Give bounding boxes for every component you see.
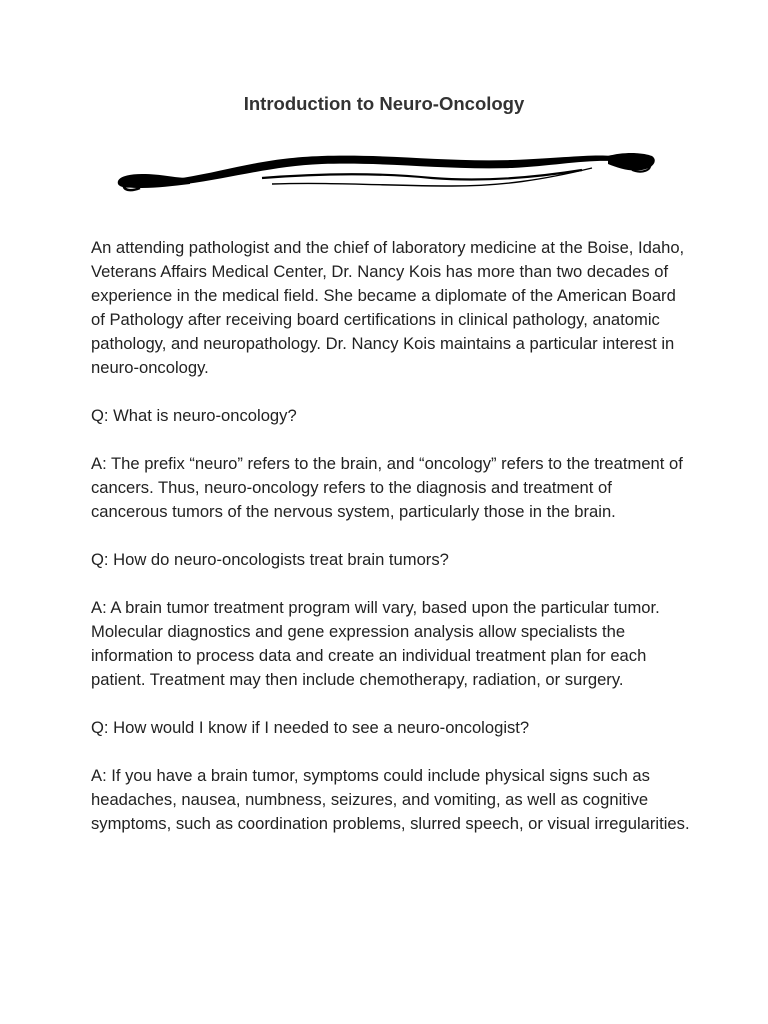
question-1: Q: What is neuro-oncology?: [91, 406, 297, 425]
intro-paragraph: An attending pathologist and the chief of laboratory medicine at the Boise, Idaho, Veterans Affairs Medical Center, Dr. Nancy Kois has more than two decades of experience in the medical field. She became a diplomate of the American Board of Pathology after receiving board certifications in clinical pathology, anatomic pathology, and neuropathology. Dr. Nancy Kois maintains a particular interest in neuro-oncology.: [91, 238, 685, 377]
answer-3: A: If you have a brain tumor, symptoms could include physical signs such as headaches, nausea, numbness, seizures, and vomiting, as well as cognitive symptoms, such as coordination problems, slurred speech, or visual irregularities.: [91, 766, 690, 833]
question-2: Q: How do neuro-oncologists treat brain tumors?: [91, 550, 449, 569]
answer-2: A: A brain tumor treatment program will vary, based upon the particular tumor. Molecular diagnostics and gene expression analysis allow specialists the information to process data and create an individual treatment plan for each patient. Treatment may then include chemotherapy, radiation, or surgery.: [91, 598, 660, 689]
document-title: Introduction to Neuro-Oncology: [243, 93, 525, 114]
question-3: Q: How would I know if I needed to see a neuro-oncologist?: [91, 718, 530, 737]
document-body: [91, 236, 691, 860]
decorative-flourish-divider: [112, 148, 660, 196]
answer-1: A: The prefix “neuro” refers to the brain, and “oncology” refers to the treatment of cancers. Thus, neuro-oncology refers to the diagnosis and treatment of cancerous tumors of the nervous system, particularly those in the brain.: [91, 454, 683, 521]
